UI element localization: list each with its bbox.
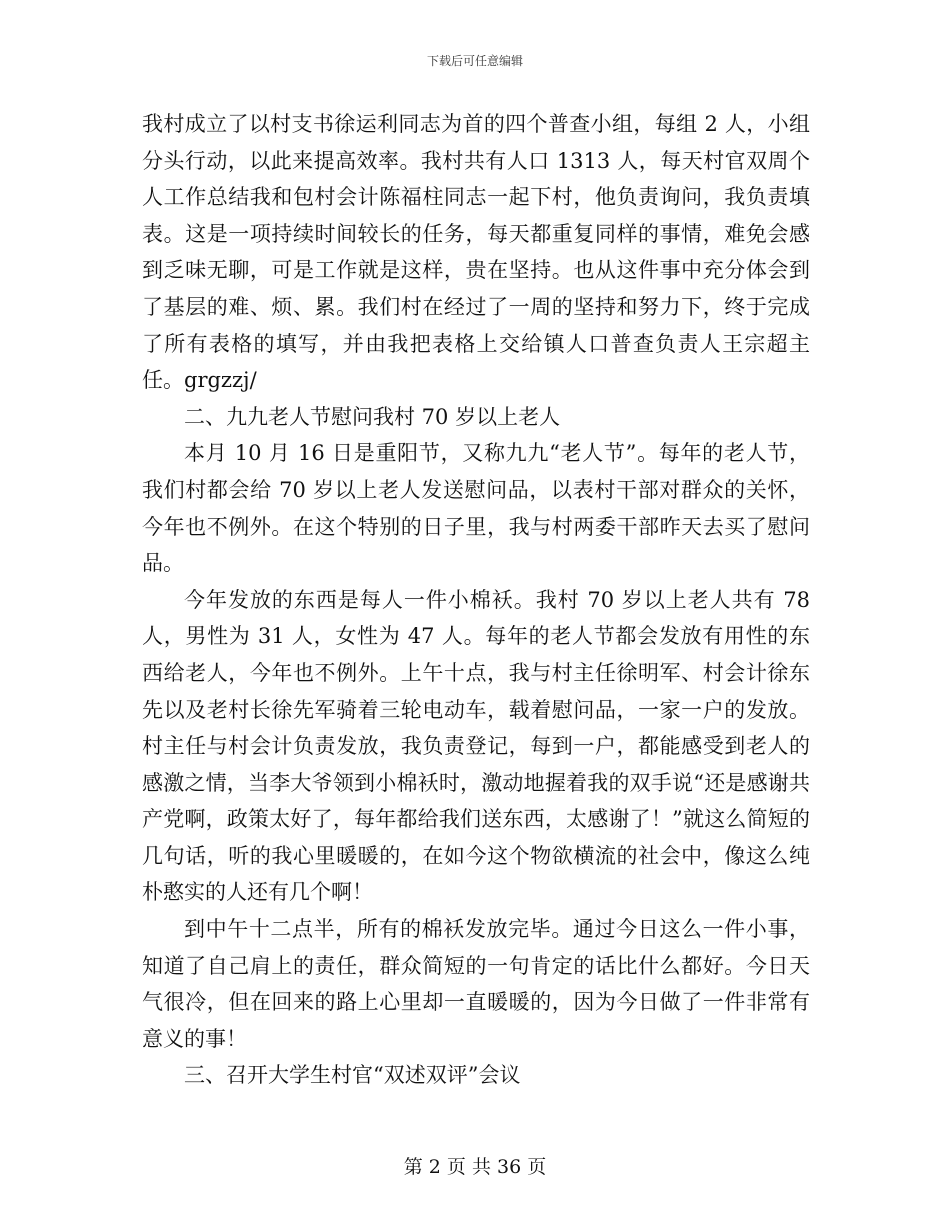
paragraph-reflection: 到中午十二点半，所有的棉袄发放完毕。通过今日这么一件小事，知道了自己肩上的责任，群众简短的一句肯定的话比什么都好。今日天气很冷，但在回来的路上心里却一直暖暖的，因为今日做了一件非常有意义的事！ bbox=[142, 917, 810, 1051]
paragraph-distribution: 今年发放的东西是每人一件小棉袄。我村 70 岁以上老人共有 78 人，男性为 31 人，女性为 47 人。每年的老人节都会发放有用性的东西给老人，今年也不例外。上午十点，我与村主任徐明军、村会计徐东先以及老村长徐先军骑着三轮电动车，载着慰问品，一家一户的发放。村主任与村会计负责发放，我负责登记，每到一户，都能感受到老人的感激之情，当李大爷领到小棉袄时，激动地握着我的双手说“还是感谢共产党啊，政策太好了，每年都给我们送东西，太感谢了！”就这么简短的几句话，听的我心里暖暖的，在如今这个物欲横流的社会中，像这么纯朴憨实的人还有几个啊！ bbox=[142, 587, 810, 905]
paragraph-double-ninth: 本月 10 月 16 日是重阳节，又称九九“老人节”。每年的老人节，我们村都会给 70 岁以上老人发送慰问品，以表村干部对群众的关怀，今年也不例外。在这个特别的日子里，我与村两委干部昨天去买了慰问品。 bbox=[142, 441, 810, 576]
section-heading-elderly-visit: 二、九九老人节慰问我村 70 岁以上老人 bbox=[184, 404, 561, 429]
page-header: 下载后可任意编辑 bbox=[426, 54, 523, 68]
section-heading-meeting: 三、召开大学生村官“双述双评”会议 bbox=[184, 1063, 521, 1088]
document-body bbox=[142, 106, 810, 1094]
page-number: 第 2 页 共 36 页 bbox=[403, 1156, 547, 1178]
paragraph-census: 我村成立了以村支书徐运利同志为首的四个普查小组，每组 2 人，小组分头行动，以此来提高效率。我村共有人口 1313 人，每天村官双周个人工作总结我和包村会计陈福柱同志一起下村，他负责询问，我负责填表。这是一项持续时间较长的任务，每天都重复同样的事情，难免会感到乏味无聊，可是工作就是这样，贵在坚持。也从这件事中充分体会到了基层的难、烦、累。我们村在经过了一周的坚持和努力下，终于完成了所有表格的填写，并由我把表格上交给镇人口普查负责人王宗超主任。grgzzj/ bbox=[142, 112, 810, 393]
